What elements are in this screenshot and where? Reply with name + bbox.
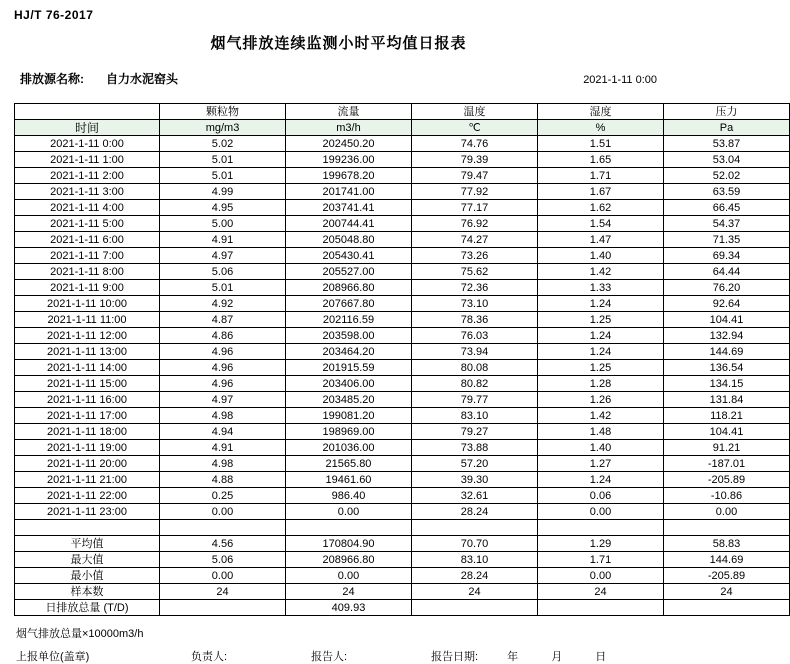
row-time: 2021-1-11 17:00 — [15, 408, 160, 424]
table-row — [15, 456, 790, 472]
row-value: 1.27 — [538, 456, 664, 472]
table-row — [15, 296, 790, 312]
summary-value: 24 — [286, 584, 412, 600]
row-value: 1.26 — [538, 392, 664, 408]
summary-value: 24 — [412, 584, 538, 600]
row-value: 0.00 — [160, 504, 286, 520]
spacer-cell — [286, 520, 412, 536]
row-value: 4.92 — [160, 296, 286, 312]
row-value: 1.48 — [538, 424, 664, 440]
year-label: 年 — [507, 651, 519, 663]
row-value: 132.94 — [664, 328, 790, 344]
row-value: 79.39 — [412, 152, 538, 168]
header-param-2: 温度 — [412, 104, 538, 120]
row-value: 83.10 — [412, 408, 538, 424]
row-value: -205.89 — [664, 472, 790, 488]
row-value: 4.94 — [160, 424, 286, 440]
row-time: 2021-1-11 20:00 — [15, 456, 160, 472]
summary-value: 1.29 — [538, 536, 664, 552]
daily-total-blank — [664, 600, 790, 616]
row-time: 2021-1-11 23:00 — [15, 504, 160, 520]
summary-value: 208966.80 — [286, 552, 412, 568]
row-value: 53.04 — [664, 152, 790, 168]
summary-value: 83.10 — [412, 552, 538, 568]
row-value: 1.24 — [538, 296, 664, 312]
table-row — [15, 504, 790, 520]
row-time: 2021-1-11 2:00 — [15, 168, 160, 184]
report-datetime: 2021-1-11 0:00 — [583, 74, 657, 86]
standard-code: HJ/T 76-2017 — [14, 8, 94, 22]
summary-value: 5.06 — [160, 552, 286, 568]
row-value: 53.87 — [664, 136, 790, 152]
row-value: 104.41 — [664, 424, 790, 440]
row-value: 1.71 — [538, 168, 664, 184]
row-value: 144.69 — [664, 344, 790, 360]
daily-total-blank — [412, 600, 538, 616]
table-row — [15, 168, 790, 184]
row-value: 92.64 — [664, 296, 790, 312]
day-label: 日 — [595, 651, 607, 663]
row-value: 73.88 — [412, 440, 538, 456]
row-value: 1.42 — [538, 408, 664, 424]
row-value: 1.62 — [538, 200, 664, 216]
row-value: 77.92 — [412, 184, 538, 200]
row-value: 73.94 — [412, 344, 538, 360]
table-row — [15, 312, 790, 328]
header-blank-cell — [15, 104, 160, 120]
header-unit-4: Pa — [664, 120, 790, 136]
row-value: 1.65 — [538, 152, 664, 168]
header-param-3: 湿度 — [538, 104, 664, 120]
total-emission-note: 烟气排放总量×10000m3/h — [16, 628, 144, 640]
row-time: 2021-1-11 1:00 — [15, 152, 160, 168]
summary-value: 0.00 — [538, 568, 664, 584]
table-row — [15, 248, 790, 264]
table-row — [15, 200, 790, 216]
summary-value: 24 — [538, 584, 664, 600]
row-time: 2021-1-11 14:00 — [15, 360, 160, 376]
row-value: 4.98 — [160, 408, 286, 424]
row-value: 1.54 — [538, 216, 664, 232]
row-time: 2021-1-11 21:00 — [15, 472, 160, 488]
row-value: 205048.80 — [286, 232, 412, 248]
row-value: 5.06 — [160, 264, 286, 280]
header-time-label: 时间 — [15, 120, 160, 136]
summary-row-sample-count — [15, 584, 790, 600]
row-value: 5.02 — [160, 136, 286, 152]
summary-label: 最大值 — [15, 552, 160, 568]
row-value: 986.40 — [286, 488, 412, 504]
row-value: 4.97 — [160, 248, 286, 264]
summary-row-average — [15, 536, 790, 552]
row-value: 52.02 — [664, 168, 790, 184]
header-param-4: 压力 — [664, 104, 790, 120]
row-value: 5.01 — [160, 168, 286, 184]
row-value: 1.40 — [538, 440, 664, 456]
row-time: 2021-1-11 6:00 — [15, 232, 160, 248]
row-value: 4.99 — [160, 184, 286, 200]
summary-value: 28.24 — [412, 568, 538, 584]
table-row — [15, 488, 790, 504]
row-value: 72.36 — [412, 280, 538, 296]
row-value: 136.54 — [664, 360, 790, 376]
row-value: 199236.00 — [286, 152, 412, 168]
daily-total-row — [15, 600, 790, 616]
row-value: 73.10 — [412, 296, 538, 312]
row-value: 4.88 — [160, 472, 286, 488]
row-value: 1.40 — [538, 248, 664, 264]
row-time: 2021-1-11 10:00 — [15, 296, 160, 312]
row-value: 4.91 — [160, 232, 286, 248]
table-row — [15, 376, 790, 392]
row-value: 1.67 — [538, 184, 664, 200]
table-row — [15, 408, 790, 424]
row-value: 76.20 — [664, 280, 790, 296]
row-value: 76.03 — [412, 328, 538, 344]
row-value: 66.45 — [664, 200, 790, 216]
row-value: 208966.80 — [286, 280, 412, 296]
row-value: 0.06 — [538, 488, 664, 504]
row-value: 1.47 — [538, 232, 664, 248]
row-value: 203741.41 — [286, 200, 412, 216]
table-row — [15, 344, 790, 360]
summary-value: 70.70 — [412, 536, 538, 552]
row-value: 202116.59 — [286, 312, 412, 328]
reporting-unit-label: 上报单位(盖章) — [16, 651, 90, 663]
row-value: 203406.00 — [286, 376, 412, 392]
row-value: 80.08 — [412, 360, 538, 376]
spacer-cell — [412, 520, 538, 536]
summary-value: 58.83 — [664, 536, 790, 552]
row-value: 201741.00 — [286, 184, 412, 200]
row-time: 2021-1-11 9:00 — [15, 280, 160, 296]
table-header-units — [15, 120, 790, 136]
row-time: 2021-1-11 8:00 — [15, 264, 160, 280]
row-value: 4.97 — [160, 392, 286, 408]
summary-value: 24 — [160, 584, 286, 600]
reporter-label: 报告人: — [311, 651, 348, 663]
row-time: 2021-1-11 5:00 — [15, 216, 160, 232]
row-value: 1.28 — [538, 376, 664, 392]
row-value: 4.98 — [160, 456, 286, 472]
row-value: 73.26 — [412, 248, 538, 264]
daily-total-blank — [538, 600, 664, 616]
table-row — [15, 136, 790, 152]
row-value: 4.96 — [160, 360, 286, 376]
row-value: 76.92 — [412, 216, 538, 232]
report-date-group — [431, 648, 606, 664]
row-value: 199081.20 — [286, 408, 412, 424]
header-unit-1: m3/h — [286, 120, 412, 136]
row-value: 74.27 — [412, 232, 538, 248]
row-value: 0.00 — [664, 504, 790, 520]
row-time: 2021-1-11 22:00 — [15, 488, 160, 504]
table-header-parameters — [15, 104, 790, 120]
table-row — [15, 152, 790, 168]
row-value: 78.36 — [412, 312, 538, 328]
daily-total-label: 日排放总量 (T/D) — [15, 600, 160, 616]
footer — [14, 625, 663, 664]
row-value: -10.86 — [664, 488, 790, 504]
row-time: 2021-1-11 0:00 — [15, 136, 160, 152]
row-value: 91.21 — [664, 440, 790, 456]
summary-value: 24 — [664, 584, 790, 600]
page-title: 烟气排放连续监测小时平均值日报表 — [210, 35, 467, 52]
row-value: 203464.20 — [286, 344, 412, 360]
row-value: 32.61 — [412, 488, 538, 504]
row-value: 1.33 — [538, 280, 664, 296]
row-value: 205430.41 — [286, 248, 412, 264]
summary-row-maximum — [15, 552, 790, 568]
table-row — [15, 280, 790, 296]
row-value: 4.87 — [160, 312, 286, 328]
header-unit-0: mg/m3 — [160, 120, 286, 136]
row-value: 134.15 — [664, 376, 790, 392]
row-time: 2021-1-11 4:00 — [15, 200, 160, 216]
row-value: 69.34 — [664, 248, 790, 264]
summary-value: 1.71 — [538, 552, 664, 568]
row-value: 1.51 — [538, 136, 664, 152]
row-value: 63.59 — [664, 184, 790, 200]
table-row — [15, 472, 790, 488]
table-row — [15, 360, 790, 376]
spacer-cell — [538, 520, 664, 536]
row-value: 1.25 — [538, 360, 664, 376]
row-value: 4.96 — [160, 344, 286, 360]
row-value: 80.82 — [412, 376, 538, 392]
row-value: 79.47 — [412, 168, 538, 184]
spacer-cell — [160, 520, 286, 536]
table-row — [15, 328, 790, 344]
summary-value: 170804.90 — [286, 536, 412, 552]
table-row — [15, 392, 790, 408]
table-spacer-row — [15, 520, 790, 536]
row-value: 28.24 — [412, 504, 538, 520]
row-value: 203598.00 — [286, 328, 412, 344]
row-value: 205527.00 — [286, 264, 412, 280]
row-value: 64.44 — [664, 264, 790, 280]
summary-value: -205.89 — [664, 568, 790, 584]
header-param-0: 颗粒物 — [160, 104, 286, 120]
row-value: 5.00 — [160, 216, 286, 232]
row-value: 1.24 — [538, 472, 664, 488]
row-value: 71.35 — [664, 232, 790, 248]
header-unit-3: % — [538, 120, 664, 136]
row-time: 2021-1-11 19:00 — [15, 440, 160, 456]
row-value: 4.86 — [160, 328, 286, 344]
month-label: 月 — [551, 651, 563, 663]
row-value: 79.77 — [412, 392, 538, 408]
emission-report-table — [14, 103, 790, 616]
row-value: 131.84 — [664, 392, 790, 408]
row-time: 2021-1-11 16:00 — [15, 392, 160, 408]
row-value: 79.27 — [412, 424, 538, 440]
row-value: 77.17 — [412, 200, 538, 216]
row-value: 4.96 — [160, 376, 286, 392]
row-value: 0.00 — [286, 504, 412, 520]
person-in-charge-label: 负责人: — [191, 651, 228, 663]
row-value: 104.41 — [664, 312, 790, 328]
signature-row — [14, 648, 663, 664]
row-value: 1.24 — [538, 328, 664, 344]
row-value: 201036.00 — [286, 440, 412, 456]
row-time: 2021-1-11 12:00 — [15, 328, 160, 344]
summary-label: 最小值 — [15, 568, 160, 584]
row-value: 5.01 — [160, 152, 286, 168]
row-value: 199678.20 — [286, 168, 412, 184]
row-value: 4.95 — [160, 200, 286, 216]
row-time: 2021-1-11 3:00 — [15, 184, 160, 200]
table-row — [15, 232, 790, 248]
row-value: 75.62 — [412, 264, 538, 280]
spacer-cell — [15, 520, 160, 536]
report-date-label: 报告日期: — [431, 651, 479, 663]
row-value: 21565.80 — [286, 456, 412, 472]
table-row — [15, 184, 790, 200]
table-row — [15, 440, 790, 456]
row-value: 4.91 — [160, 440, 286, 456]
row-value: 118.21 — [664, 408, 790, 424]
header-unit-2: ℃ — [412, 120, 538, 136]
table-row — [15, 216, 790, 232]
summary-label: 平均值 — [15, 536, 160, 552]
row-value: 19461.60 — [286, 472, 412, 488]
summary-value: 144.69 — [664, 552, 790, 568]
row-value: 1.24 — [538, 344, 664, 360]
row-value: 0.00 — [538, 504, 664, 520]
row-value: 57.20 — [412, 456, 538, 472]
row-value: 39.30 — [412, 472, 538, 488]
table-row — [15, 424, 790, 440]
table-row — [15, 264, 790, 280]
row-value: 74.76 — [412, 136, 538, 152]
summary-value: 4.56 — [160, 536, 286, 552]
summary-label: 样本数 — [15, 584, 160, 600]
summary-value: 0.00 — [160, 568, 286, 584]
row-value: 54.37 — [664, 216, 790, 232]
row-value: 1.25 — [538, 312, 664, 328]
source-value: 自力水泥窑头 — [106, 72, 179, 86]
source-meta-row — [14, 70, 663, 87]
summary-value: 0.00 — [286, 568, 412, 584]
row-value: 207667.80 — [286, 296, 412, 312]
daily-total-value: 409.93 — [286, 600, 412, 616]
row-value: 1.42 — [538, 264, 664, 280]
spacer-cell — [664, 520, 790, 536]
row-value: 201915.59 — [286, 360, 412, 376]
daily-total-blank — [160, 600, 286, 616]
source-label: 排放源名称: — [20, 72, 84, 86]
row-value: 198969.00 — [286, 424, 412, 440]
row-value: 0.25 — [160, 488, 286, 504]
row-value: 203485.20 — [286, 392, 412, 408]
row-value: 5.01 — [160, 280, 286, 296]
row-value: 200744.41 — [286, 216, 412, 232]
row-value: -187.01 — [664, 456, 790, 472]
summary-row-minimum — [15, 568, 790, 584]
row-time: 2021-1-11 13:00 — [15, 344, 160, 360]
row-time: 2021-1-11 7:00 — [15, 248, 160, 264]
header-param-1: 流量 — [286, 104, 412, 120]
row-value: 202450.20 — [286, 136, 412, 152]
row-time: 2021-1-11 11:00 — [15, 312, 160, 328]
row-time: 2021-1-11 18:00 — [15, 424, 160, 440]
row-time: 2021-1-11 15:00 — [15, 376, 160, 392]
